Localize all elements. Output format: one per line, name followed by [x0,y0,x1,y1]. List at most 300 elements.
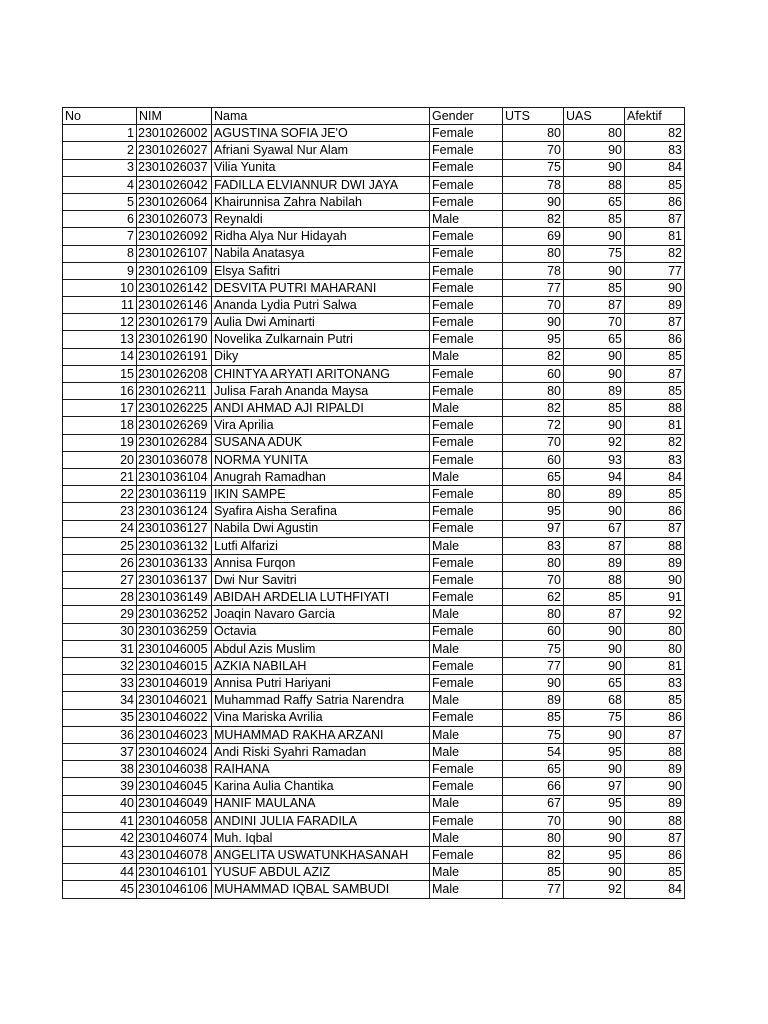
cell-no[interactable]: 8 [63,245,137,262]
cell-nim[interactable]: 2301046058 [137,812,212,829]
cell-uas[interactable]: 95 [564,743,625,760]
header-no[interactable]: No [63,108,137,125]
cell-uts[interactable]: 97 [503,520,564,537]
cell-uas[interactable]: 90 [564,658,625,675]
cell-nama[interactable]: Vilia Yunita [212,159,430,176]
cell-nim[interactable]: 2301026092 [137,228,212,245]
cell-gender[interactable]: Female [430,365,503,382]
cell-uts[interactable]: 66 [503,778,564,795]
cell-uas[interactable]: 90 [564,228,625,245]
cell-nim[interactable]: 2301036132 [137,537,212,554]
cell-uts[interactable]: 80 [503,486,564,503]
cell-uts[interactable]: 72 [503,417,564,434]
cell-afektif[interactable]: 82 [625,125,685,142]
cell-no[interactable]: 32 [63,658,137,675]
cell-uts[interactable]: 78 [503,262,564,279]
cell-nama[interactable]: RAIHANA [212,761,430,778]
cell-uas[interactable]: 90 [564,812,625,829]
cell-nama[interactable]: Octavia [212,623,430,640]
cell-no[interactable]: 12 [63,314,137,331]
cell-nim[interactable]: 2301046038 [137,761,212,778]
cell-nim[interactable]: 2301026027 [137,142,212,159]
cell-gender[interactable]: Male [430,348,503,365]
cell-uts[interactable]: 60 [503,451,564,468]
cell-gender[interactable]: Female [430,554,503,571]
cell-no[interactable]: 39 [63,778,137,795]
cell-nama[interactable]: Vina Mariska Avrilia [212,709,430,726]
cell-nama[interactable]: Andi Riski Syahri Ramadan [212,743,430,760]
cell-no[interactable]: 7 [63,228,137,245]
cell-nim[interactable]: 2301026002 [137,125,212,142]
cell-gender[interactable]: Male [430,400,503,417]
cell-uas[interactable]: 90 [564,864,625,881]
cell-nama[interactable]: YUSUF ABDUL AZIZ [212,864,430,881]
cell-nama[interactable]: Diky [212,348,430,365]
cell-nama[interactable]: ABIDAH ARDELIA LUTHFIYATI [212,589,430,606]
cell-no[interactable]: 18 [63,417,137,434]
cell-uts[interactable]: 82 [503,348,564,365]
cell-no[interactable]: 37 [63,743,137,760]
cell-uas[interactable]: 65 [564,675,625,692]
cell-nim[interactable]: 2301026109 [137,262,212,279]
cell-uts[interactable]: 85 [503,709,564,726]
cell-no[interactable]: 16 [63,383,137,400]
cell-no[interactable]: 43 [63,847,137,864]
cell-gender[interactable]: Male [430,606,503,623]
cell-gender[interactable]: Female [430,279,503,296]
cell-nim[interactable]: 2301026107 [137,245,212,262]
cell-gender[interactable]: Female [430,761,503,778]
cell-afektif[interactable]: 91 [625,589,685,606]
cell-uas[interactable]: 95 [564,795,625,812]
cell-uas[interactable]: 92 [564,434,625,451]
cell-uts[interactable]: 65 [503,468,564,485]
cell-afektif[interactable]: 81 [625,658,685,675]
cell-no[interactable]: 41 [63,812,137,829]
cell-nim[interactable]: 2301026190 [137,331,212,348]
cell-uas[interactable]: 95 [564,847,625,864]
cell-nama[interactable]: Lutfi Alfarizi [212,537,430,554]
cell-no[interactable]: 45 [63,881,137,898]
cell-gender[interactable]: Male [430,692,503,709]
cell-nama[interactable]: FADILLA ELVIANNUR DWI JAYA [212,176,430,193]
cell-no[interactable]: 28 [63,589,137,606]
cell-afektif[interactable]: 82 [625,434,685,451]
cell-afektif[interactable]: 87 [625,211,685,228]
cell-uts[interactable]: 54 [503,743,564,760]
cell-uas[interactable]: 87 [564,297,625,314]
cell-nama[interactable]: ANDI AHMAD AJI RIPALDI [212,400,430,417]
cell-gender[interactable]: Male [430,829,503,846]
cell-nim[interactable]: 2301046078 [137,847,212,864]
cell-uts[interactable]: 70 [503,142,564,159]
cell-no[interactable]: 14 [63,348,137,365]
cell-uas[interactable]: 85 [564,589,625,606]
cell-uts[interactable]: 83 [503,537,564,554]
cell-no[interactable]: 6 [63,211,137,228]
cell-afektif[interactable]: 85 [625,176,685,193]
cell-nama[interactable]: HANIF MAULANA [212,795,430,812]
cell-no[interactable]: 35 [63,709,137,726]
cell-uts[interactable]: 80 [503,829,564,846]
cell-gender[interactable]: Female [430,297,503,314]
cell-gender[interactable]: Female [430,262,503,279]
cell-uts[interactable]: 75 [503,726,564,743]
cell-uts[interactable]: 90 [503,675,564,692]
cell-uts[interactable]: 82 [503,400,564,417]
cell-nim[interactable]: 2301046005 [137,640,212,657]
cell-uas[interactable]: 75 [564,245,625,262]
cell-nim[interactable]: 2301046049 [137,795,212,812]
cell-uts[interactable]: 90 [503,193,564,210]
cell-uas[interactable]: 90 [564,829,625,846]
cell-afektif[interactable]: 87 [625,365,685,382]
cell-nim[interactable]: 2301046024 [137,743,212,760]
cell-afektif[interactable]: 83 [625,142,685,159]
cell-afektif[interactable]: 89 [625,297,685,314]
cell-nama[interactable]: MUHAMMAD RAKHA ARZANI [212,726,430,743]
cell-afektif[interactable]: 84 [625,881,685,898]
cell-uas[interactable]: 89 [564,486,625,503]
cell-uas[interactable]: 90 [564,262,625,279]
cell-nama[interactable]: Vira Aprilia [212,417,430,434]
cell-no[interactable]: 17 [63,400,137,417]
cell-afektif[interactable]: 88 [625,400,685,417]
cell-nama[interactable]: SUSANA ADUK [212,434,430,451]
cell-nama[interactable]: Muhammad Raffy Satria Narendra [212,692,430,709]
cell-uas[interactable]: 90 [564,726,625,743]
cell-uas[interactable]: 94 [564,468,625,485]
cell-uts[interactable]: 82 [503,211,564,228]
cell-no[interactable]: 22 [63,486,137,503]
cell-uas[interactable]: 75 [564,709,625,726]
cell-no[interactable]: 31 [63,640,137,657]
cell-afektif[interactable]: 82 [625,245,685,262]
cell-afektif[interactable]: 88 [625,743,685,760]
cell-nama[interactable]: Aulia Dwi Aminarti [212,314,430,331]
cell-gender[interactable]: Male [430,864,503,881]
cell-afektif[interactable]: 88 [625,537,685,554]
cell-no[interactable]: 27 [63,572,137,589]
cell-uts[interactable]: 80 [503,125,564,142]
cell-afektif[interactable]: 87 [625,829,685,846]
cell-nim[interactable]: 2301036119 [137,486,212,503]
cell-uts[interactable]: 65 [503,761,564,778]
cell-nama[interactable]: AGUSTINA SOFIA JE'O [212,125,430,142]
cell-no[interactable]: 40 [63,795,137,812]
cell-gender[interactable]: Male [430,211,503,228]
cell-nama[interactable]: Elsya Safitri [212,262,430,279]
cell-uts[interactable]: 95 [503,331,564,348]
cell-uas[interactable]: 80 [564,125,625,142]
cell-uas[interactable]: 88 [564,176,625,193]
cell-uas[interactable]: 70 [564,314,625,331]
cell-nama[interactable]: Ananda Lydia Putri Salwa [212,297,430,314]
cell-nim[interactable]: 2301046021 [137,692,212,709]
cell-gender[interactable]: Female [430,451,503,468]
cell-uts[interactable]: 69 [503,228,564,245]
cell-nim[interactable]: 2301036137 [137,572,212,589]
cell-nim[interactable]: 2301036078 [137,451,212,468]
cell-no[interactable]: 34 [63,692,137,709]
cell-gender[interactable]: Male [430,726,503,743]
cell-nim[interactable]: 2301046045 [137,778,212,795]
cell-afektif[interactable]: 83 [625,675,685,692]
cell-uts[interactable]: 60 [503,623,564,640]
cell-uas[interactable]: 85 [564,400,625,417]
cell-afektif[interactable]: 89 [625,795,685,812]
header-uas[interactable]: UAS [564,108,625,125]
cell-uas[interactable]: 90 [564,159,625,176]
cell-nim[interactable]: 2301036124 [137,503,212,520]
cell-uas[interactable]: 85 [564,279,625,296]
cell-nim[interactable]: 2301026042 [137,176,212,193]
cell-nim[interactable]: 2301046015 [137,658,212,675]
cell-gender[interactable]: Male [430,537,503,554]
cell-no[interactable]: 15 [63,365,137,382]
cell-gender[interactable]: Female [430,383,503,400]
cell-nama[interactable]: IKIN SAMPE [212,486,430,503]
cell-nama[interactable]: Abdul Azis Muslim [212,640,430,657]
cell-uas[interactable]: 93 [564,451,625,468]
header-gender[interactable]: Gender [430,108,503,125]
cell-gender[interactable]: Female [430,709,503,726]
cell-gender[interactable]: Female [430,589,503,606]
cell-no[interactable]: 2 [63,142,137,159]
cell-nama[interactable]: Nabila Dwi Agustin [212,520,430,537]
cell-afektif[interactable]: 85 [625,692,685,709]
cell-uas[interactable]: 90 [564,365,625,382]
cell-afektif[interactable]: 86 [625,193,685,210]
cell-uts[interactable]: 77 [503,658,564,675]
cell-uts[interactable]: 70 [503,572,564,589]
cell-afektif[interactable]: 80 [625,623,685,640]
cell-gender[interactable]: Male [430,743,503,760]
cell-uas[interactable]: 68 [564,692,625,709]
cell-uas[interactable]: 90 [564,348,625,365]
cell-no[interactable]: 1 [63,125,137,142]
cell-uts[interactable]: 80 [503,554,564,571]
cell-nama[interactable]: Syafira Aisha Serafina [212,503,430,520]
cell-uts[interactable]: 70 [503,297,564,314]
cell-uts[interactable]: 70 [503,812,564,829]
cell-gender[interactable]: Female [430,486,503,503]
cell-afektif[interactable]: 85 [625,348,685,365]
cell-nim[interactable]: 2301026211 [137,383,212,400]
cell-uts[interactable]: 82 [503,847,564,864]
cell-nim[interactable]: 2301026284 [137,434,212,451]
cell-nim[interactable]: 2301046019 [137,675,212,692]
cell-gender[interactable]: Male [430,795,503,812]
cell-no[interactable]: 25 [63,537,137,554]
cell-nim[interactable]: 2301026179 [137,314,212,331]
cell-gender[interactable]: Female [430,503,503,520]
cell-no[interactable]: 10 [63,279,137,296]
cell-nim[interactable]: 2301036252 [137,606,212,623]
cell-afektif[interactable]: 87 [625,726,685,743]
cell-nama[interactable]: Muh. Iqbal [212,829,430,846]
cell-nim[interactable]: 2301026208 [137,365,212,382]
cell-gender[interactable]: Female [430,314,503,331]
cell-afektif[interactable]: 90 [625,778,685,795]
cell-nim[interactable]: 2301026146 [137,297,212,314]
cell-nim[interactable]: 2301026191 [137,348,212,365]
cell-uas[interactable]: 90 [564,417,625,434]
cell-no[interactable]: 29 [63,606,137,623]
cell-afektif[interactable]: 86 [625,331,685,348]
cell-nama[interactable]: MUHAMMAD IQBAL SAMBUDI [212,881,430,898]
cell-uas[interactable]: 90 [564,142,625,159]
cell-uts[interactable]: 80 [503,383,564,400]
cell-nama[interactable]: Julisa Farah Ananda Maysa [212,383,430,400]
cell-afektif[interactable]: 90 [625,279,685,296]
cell-gender[interactable]: Female [430,228,503,245]
cell-afektif[interactable]: 84 [625,468,685,485]
cell-nama[interactable]: ANDINI JULIA FARADILA [212,812,430,829]
header-nama[interactable]: Nama [212,108,430,125]
cell-afektif[interactable]: 88 [625,812,685,829]
cell-uts[interactable]: 67 [503,795,564,812]
cell-afektif[interactable]: 89 [625,554,685,571]
cell-afektif[interactable]: 87 [625,314,685,331]
cell-no[interactable]: 3 [63,159,137,176]
cell-nim[interactable]: 2301036104 [137,468,212,485]
cell-afektif[interactable]: 89 [625,761,685,778]
header-afektif[interactable]: Afektif [625,108,685,125]
cell-uts[interactable]: 77 [503,279,564,296]
cell-nim[interactable]: 2301036127 [137,520,212,537]
cell-nim[interactable]: 2301036133 [137,554,212,571]
cell-uas[interactable]: 90 [564,503,625,520]
cell-nama[interactable]: Annisa Putri Hariyani [212,675,430,692]
cell-gender[interactable]: Female [430,658,503,675]
cell-nim[interactable]: 2301026225 [137,400,212,417]
cell-uts[interactable]: 70 [503,434,564,451]
cell-no[interactable]: 38 [63,761,137,778]
cell-uas[interactable]: 90 [564,761,625,778]
cell-nim[interactable]: 2301036259 [137,623,212,640]
cell-gender[interactable]: Female [430,125,503,142]
cell-nama[interactable]: CHINTYA ARYATI ARITONANG [212,365,430,382]
cell-gender[interactable]: Male [430,468,503,485]
header-nim[interactable]: NIM [137,108,212,125]
cell-nama[interactable]: DESVITA PUTRI MAHARANI [212,279,430,296]
cell-nim[interactable]: 2301026269 [137,417,212,434]
cell-uas[interactable]: 89 [564,554,625,571]
cell-uts[interactable]: 78 [503,176,564,193]
cell-nim[interactable]: 2301046074 [137,829,212,846]
cell-afektif[interactable]: 84 [625,159,685,176]
cell-no[interactable]: 30 [63,623,137,640]
cell-gender[interactable]: Female [430,331,503,348]
cell-nama[interactable]: NORMA YUNITA [212,451,430,468]
cell-gender[interactable]: Female [430,193,503,210]
cell-nama[interactable]: ANGELITA USWATUNKHASANAH [212,847,430,864]
cell-nim[interactable]: 2301046101 [137,864,212,881]
cell-uas[interactable]: 88 [564,572,625,589]
cell-no[interactable]: 26 [63,554,137,571]
cell-no[interactable]: 24 [63,520,137,537]
cell-gender[interactable]: Male [430,640,503,657]
cell-uts[interactable]: 95 [503,503,564,520]
cell-afektif[interactable]: 85 [625,864,685,881]
cell-nama[interactable]: Khairunnisa Zahra Nabilah [212,193,430,210]
cell-gender[interactable]: Female [430,245,503,262]
cell-uas[interactable]: 67 [564,520,625,537]
cell-no[interactable]: 44 [63,864,137,881]
cell-uts[interactable]: 62 [503,589,564,606]
cell-nim[interactable]: 2301026037 [137,159,212,176]
cell-nama[interactable]: Anugrah Ramadhan [212,468,430,485]
cell-nama[interactable]: Novelika Zulkarnain Putri [212,331,430,348]
cell-uas[interactable]: 92 [564,881,625,898]
cell-uas[interactable]: 89 [564,383,625,400]
cell-gender[interactable]: Female [430,778,503,795]
cell-nama[interactable]: Joaqin Navaro Garcia [212,606,430,623]
cell-uas[interactable]: 85 [564,211,625,228]
cell-nim[interactable]: 2301036149 [137,589,212,606]
cell-gender[interactable]: Female [430,520,503,537]
cell-nama[interactable]: AZKIA NABILAH [212,658,430,675]
cell-afektif[interactable]: 80 [625,640,685,657]
cell-uts[interactable]: 85 [503,864,564,881]
cell-no[interactable]: 5 [63,193,137,210]
cell-gender[interactable]: Female [430,675,503,692]
cell-no[interactable]: 4 [63,176,137,193]
cell-gender[interactable]: Female [430,623,503,640]
cell-uas[interactable]: 65 [564,331,625,348]
cell-uts[interactable]: 80 [503,606,564,623]
cell-afektif[interactable]: 83 [625,451,685,468]
cell-afektif[interactable]: 90 [625,572,685,589]
cell-nama[interactable]: Reynaldi [212,211,430,228]
cell-no[interactable]: 9 [63,262,137,279]
cell-uts[interactable]: 75 [503,640,564,657]
cell-gender[interactable]: Male [430,881,503,898]
cell-nim[interactable]: 2301046106 [137,881,212,898]
cell-afektif[interactable]: 77 [625,262,685,279]
cell-nim[interactable]: 2301026073 [137,211,212,228]
cell-afektif[interactable]: 86 [625,847,685,864]
cell-nim[interactable]: 2301026064 [137,193,212,210]
cell-nama[interactable]: Annisa Furqon [212,554,430,571]
cell-nama[interactable]: Karina Aulia Chantika [212,778,430,795]
cell-afektif[interactable]: 81 [625,417,685,434]
cell-nama[interactable]: Ridha Alya Nur Hidayah [212,228,430,245]
cell-gender[interactable]: Female [430,176,503,193]
cell-gender[interactable]: Female [430,159,503,176]
cell-nim[interactable]: 2301046022 [137,709,212,726]
cell-afektif[interactable]: 85 [625,383,685,400]
cell-no[interactable]: 20 [63,451,137,468]
cell-nim[interactable]: 2301026142 [137,279,212,296]
cell-no[interactable]: 42 [63,829,137,846]
cell-no[interactable]: 13 [63,331,137,348]
cell-uas[interactable]: 65 [564,193,625,210]
cell-nim[interactable]: 2301046023 [137,726,212,743]
cell-no[interactable]: 23 [63,503,137,520]
cell-afektif[interactable]: 81 [625,228,685,245]
cell-no[interactable]: 33 [63,675,137,692]
cell-gender[interactable]: Female [430,417,503,434]
cell-no[interactable]: 19 [63,434,137,451]
cell-nama[interactable]: Nabila Anatasya [212,245,430,262]
cell-gender[interactable]: Female [430,847,503,864]
header-uts[interactable]: UTS [503,108,564,125]
cell-gender[interactable]: Female [430,572,503,589]
cell-afektif[interactable]: 86 [625,503,685,520]
cell-gender[interactable]: Female [430,142,503,159]
